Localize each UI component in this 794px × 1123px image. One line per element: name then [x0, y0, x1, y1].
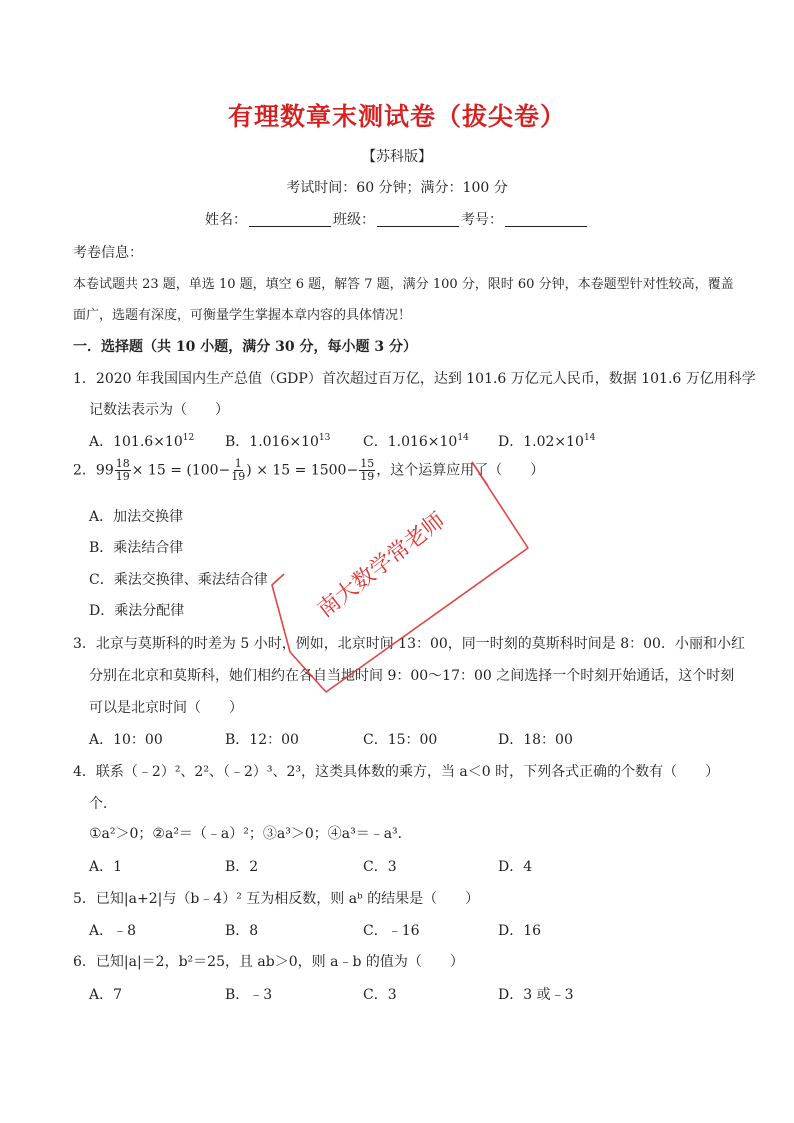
q1-option-c: C．$1.016\times 10^{14}$: [363, 433, 469, 450]
q4-option-a: A．1: [89, 859, 123, 875]
q1-option-d: D．$1.02\times 10^{14}$: [498, 433, 596, 450]
id-label: 考号：: [461, 212, 503, 228]
fraction-1-19: $\frac{1}{19}$: [231, 457, 246, 483]
q6-line-1: 6．已知|a|＝2，b²＝25，且 ab＞0，则 a﹣b 的值为（ ）: [73, 954, 464, 970]
q3-line-3: 可以是北京时间（ ）: [89, 700, 243, 716]
q6-option-c: C．3: [363, 987, 397, 1003]
q4-option-d: D．4: [498, 859, 533, 875]
watermark-arrow-outline: [272, 462, 528, 692]
class-blank: [377, 212, 459, 227]
info-line-1: 本卷试题共 23 题，单选 10 题，填空 6 题，解答 7 题，满分 100 分，限时 60 分钟，本卷题型针对性较高，覆盖: [73, 277, 734, 292]
info-label: 考卷信息：: [73, 245, 143, 261]
q3-line-1: 3．北京与莫斯科的时差为 5 小时，例如，北京时间 13：00，同一时刻的莫斯科时间是 8：00．小丽和小红: [73, 636, 745, 652]
fraction-18-19: $\frac{18}{19}$: [115, 457, 130, 483]
q1-option-a: A．$101.6\times 10^{12}$: [89, 433, 195, 450]
q6-option-a: A．7: [89, 987, 123, 1003]
q2-option-b: B．乘法结合律: [89, 540, 184, 556]
q1-line-2: 记数法表示为（ ）: [89, 402, 229, 418]
q2-option-d: D．乘法分配律: [89, 603, 185, 619]
q5-option-d: D．16: [498, 923, 542, 939]
q4-option-b: B．2: [225, 859, 259, 875]
page-title: 有理数章末测试卷（拔尖卷）: [227, 102, 566, 131]
q2-option-c: C．乘法交换律、乘法结合律: [89, 572, 268, 588]
q3-option-a: A．10：00: [89, 732, 163, 748]
id-blank: [505, 212, 587, 227]
q5-line-1: 5．已知|a+2|与（b﹣4）² 互为相反数，则 aᵇ 的结果是（ ）: [73, 891, 480, 907]
q6-option-b: B．﹣3: [225, 987, 273, 1003]
section-heading: 一．选择题（共 10 小题，满分 30 分，每小题 3 分）: [73, 339, 417, 355]
student-fields: [0, 209, 794, 229]
q3-option-d: D．18：00: [498, 732, 573, 748]
edition-label: 【苏科版】: [362, 149, 432, 165]
q3-option-b: B．12：00: [225, 732, 299, 748]
q4-line-2: 个．: [89, 796, 117, 812]
q4-line-3: ①a²＞0；②a²＝（﹣a）²；③a³＞0；④a³＝﹣a³．: [89, 826, 412, 842]
info-line-2: 面广，选题有深度，可衡量学生掌握本章内容的具体情况！: [73, 308, 412, 323]
q4-line-1: 4．联系（﹣2）²、2²、（﹣2）³、2³，这类具体数的乘方，当 a＜0 时，下列各式正确的个数有（ ）: [73, 764, 720, 780]
fraction-15-19: $\frac{15}{19}$: [360, 457, 375, 483]
q3-line-2: 分别在北京和莫斯科，她们相约在各自当地时间 9：00～17：00 之间选择一个时刻开始通话，这个时刻: [89, 668, 735, 684]
q2-option-a: A．加法交换律: [89, 509, 184, 525]
watermark-text: 南大数学常老师: [313, 508, 451, 623]
q5-option-a: A．﹣8: [89, 923, 137, 939]
q4-option-c: C．3: [363, 859, 397, 875]
exam-time-info: 考试时间：60 分钟；满分：100 分: [286, 180, 508, 196]
q6-option-d: D．3 或﹣3: [498, 987, 574, 1003]
q2-stem: 2．99 $\frac{18}{19}$ × 15 = (100− $\frac{1}{19}$ ) × 15 = 1500− $\frac{15}{19}$ ，这个运算应用了（ ）: [73, 457, 545, 483]
q5-option-c: C．﹣16: [363, 923, 420, 939]
q1-line-1: 1．2020 年我国国内生产总值（GDP）首次超过百万亿，达到 101.6 万亿元人民币，数据 101.6 万亿用科学: [73, 371, 756, 387]
name-label: 姓名：: [205, 212, 247, 228]
class-label: 班级：: [333, 212, 375, 228]
q5-option-b: B．8: [225, 923, 259, 939]
name-blank: [249, 212, 331, 227]
q1-option-b: B．$1.016\times 10^{13}$: [225, 433, 331, 450]
q3-option-c: C．15：00: [363, 732, 438, 748]
